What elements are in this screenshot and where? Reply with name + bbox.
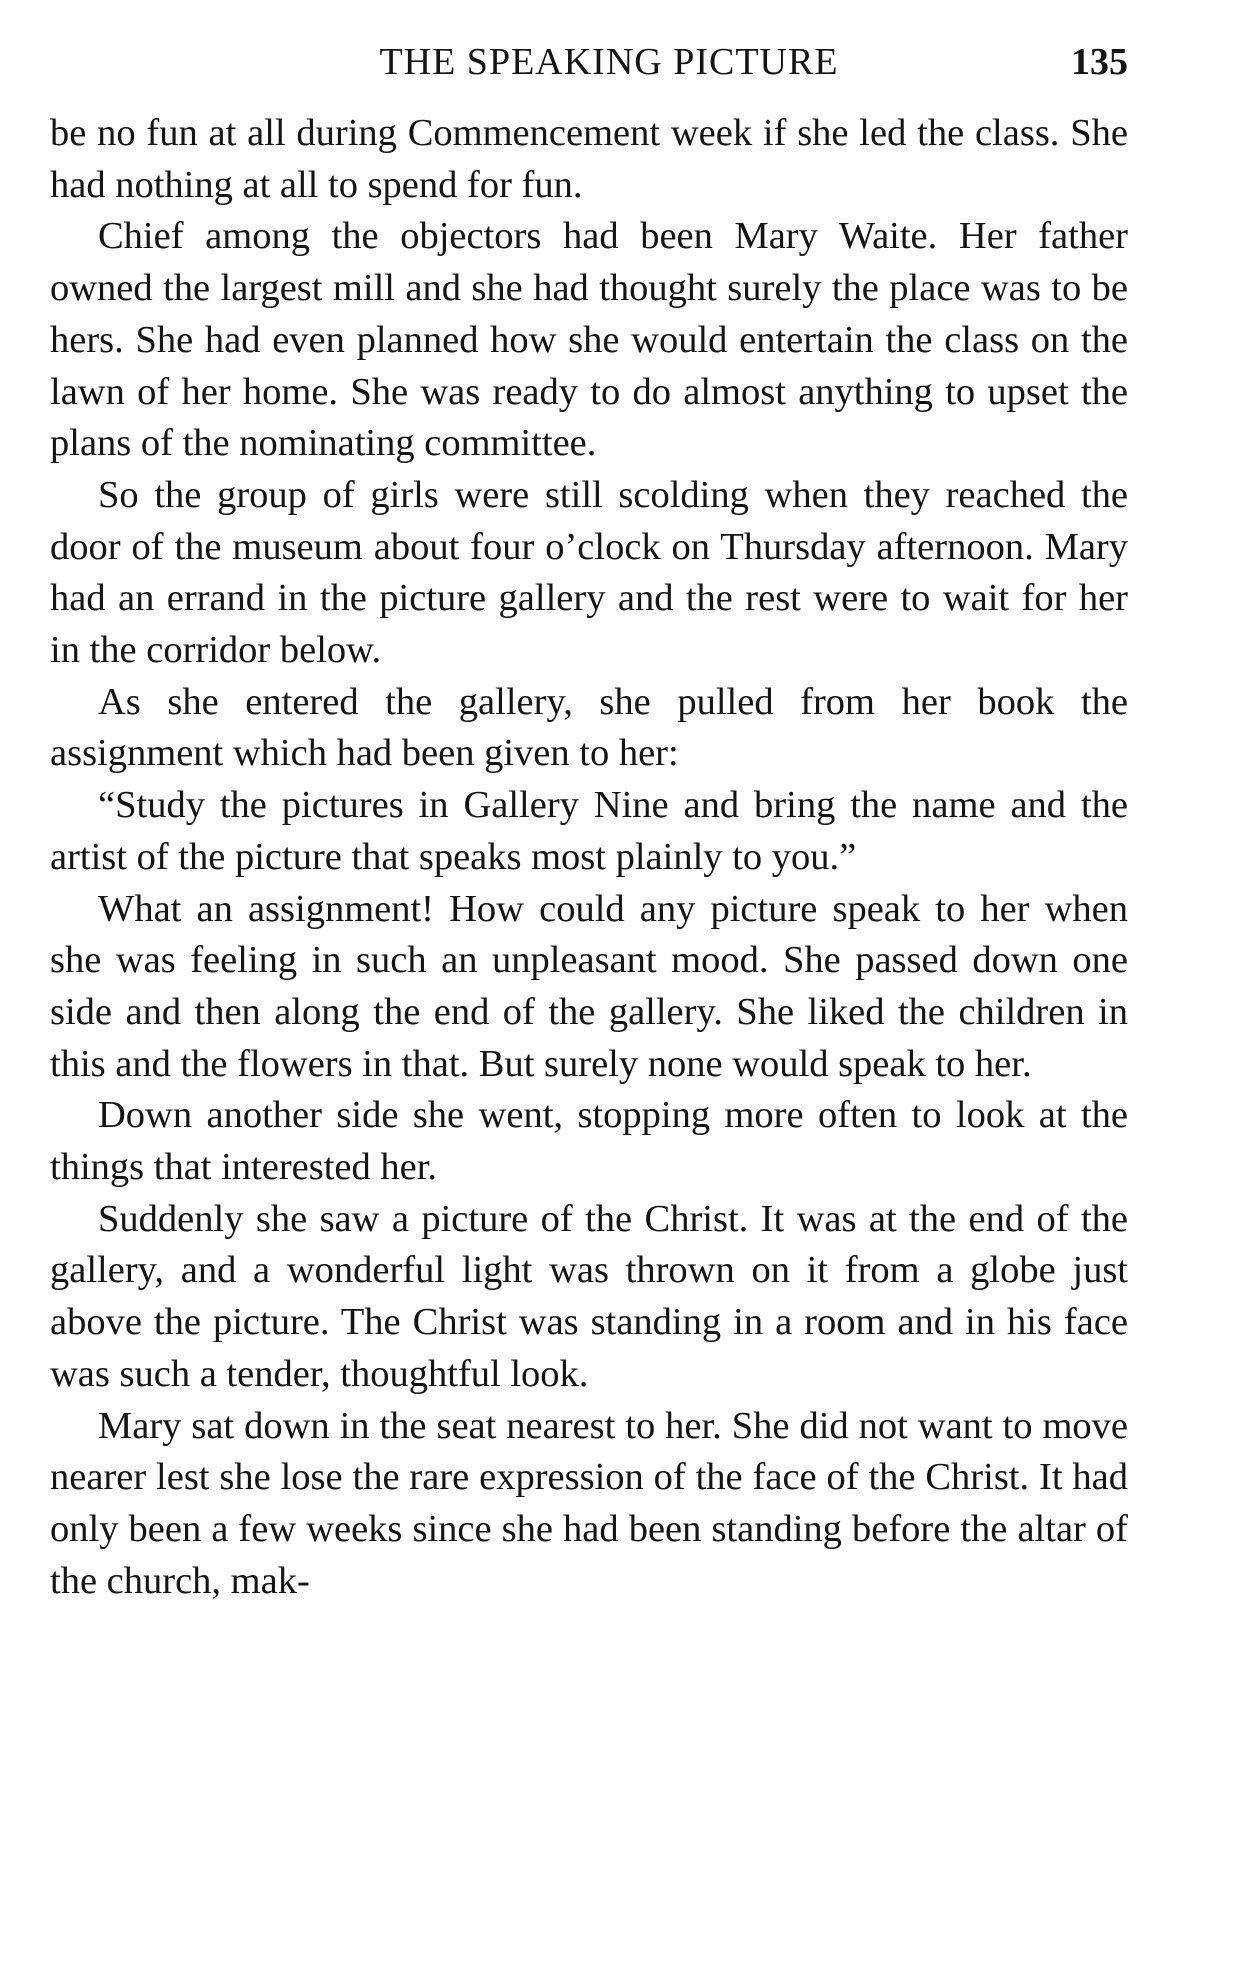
running-header: [50, 30, 1128, 94]
running-title: THE SPEAKING PICTURE: [379, 41, 839, 83]
paragraph: What an assignment! How could any picture speak to her when she was feeling in such an unpleasant mood. She passed down one side and then along the end of the gallery. She liked the children in this and the flowers in that. But surely none would speak to her.: [50, 887, 1128, 1085]
paragraph: “Study the pictures in Gallery Nine and bring the name and the artist of the picture that speaks most plainly to you.”: [50, 784, 1128, 878]
body-text: [50, 108, 1128, 1607]
paragraph: So the group of girls were still scolding when they reached the door of the museum about four o’clock on Thursday afternoon. Mary had an errand in the picture gallery and the rest were to wait for her in the corridor below.: [50, 473, 1128, 672]
paragraph: Down another side she went, stopping more often to look at the things that interested her.: [50, 1094, 1128, 1189]
paragraph: As she entered the gallery, she pulled from her book the assignment which had been given to her:: [50, 680, 1128, 775]
paragraph: Mary sat down in the seat nearest to her. She did not want to move nearer lest she lose the rare expression of the face of the Christ. It had only been a few weeks since she had been standing before the altar of the church, mak-: [50, 1404, 1128, 1602]
paragraph-continued: be no fun at all during Commencement week if she led the class. She had nothing at all to spend for fun.: [50, 112, 1128, 206]
page-number: 135: [1071, 41, 1128, 83]
paragraph: Chief among the objectors had been Mary Waite. Her father owned the largest mill and she had thought surely the place was to be hers. She had even planned how she would entertain the class on the lawn of her home. She was ready to do almost anything to upset the plans of the nominating committee.: [50, 215, 1128, 465]
paragraph: Suddenly she saw a picture of the Christ. It was at the end of the gallery, and a wonderful light was thrown on it from a globe just above the picture. The Christ was standing in a room and in his face was such a tender, thoughtful look.: [50, 1197, 1128, 1395]
